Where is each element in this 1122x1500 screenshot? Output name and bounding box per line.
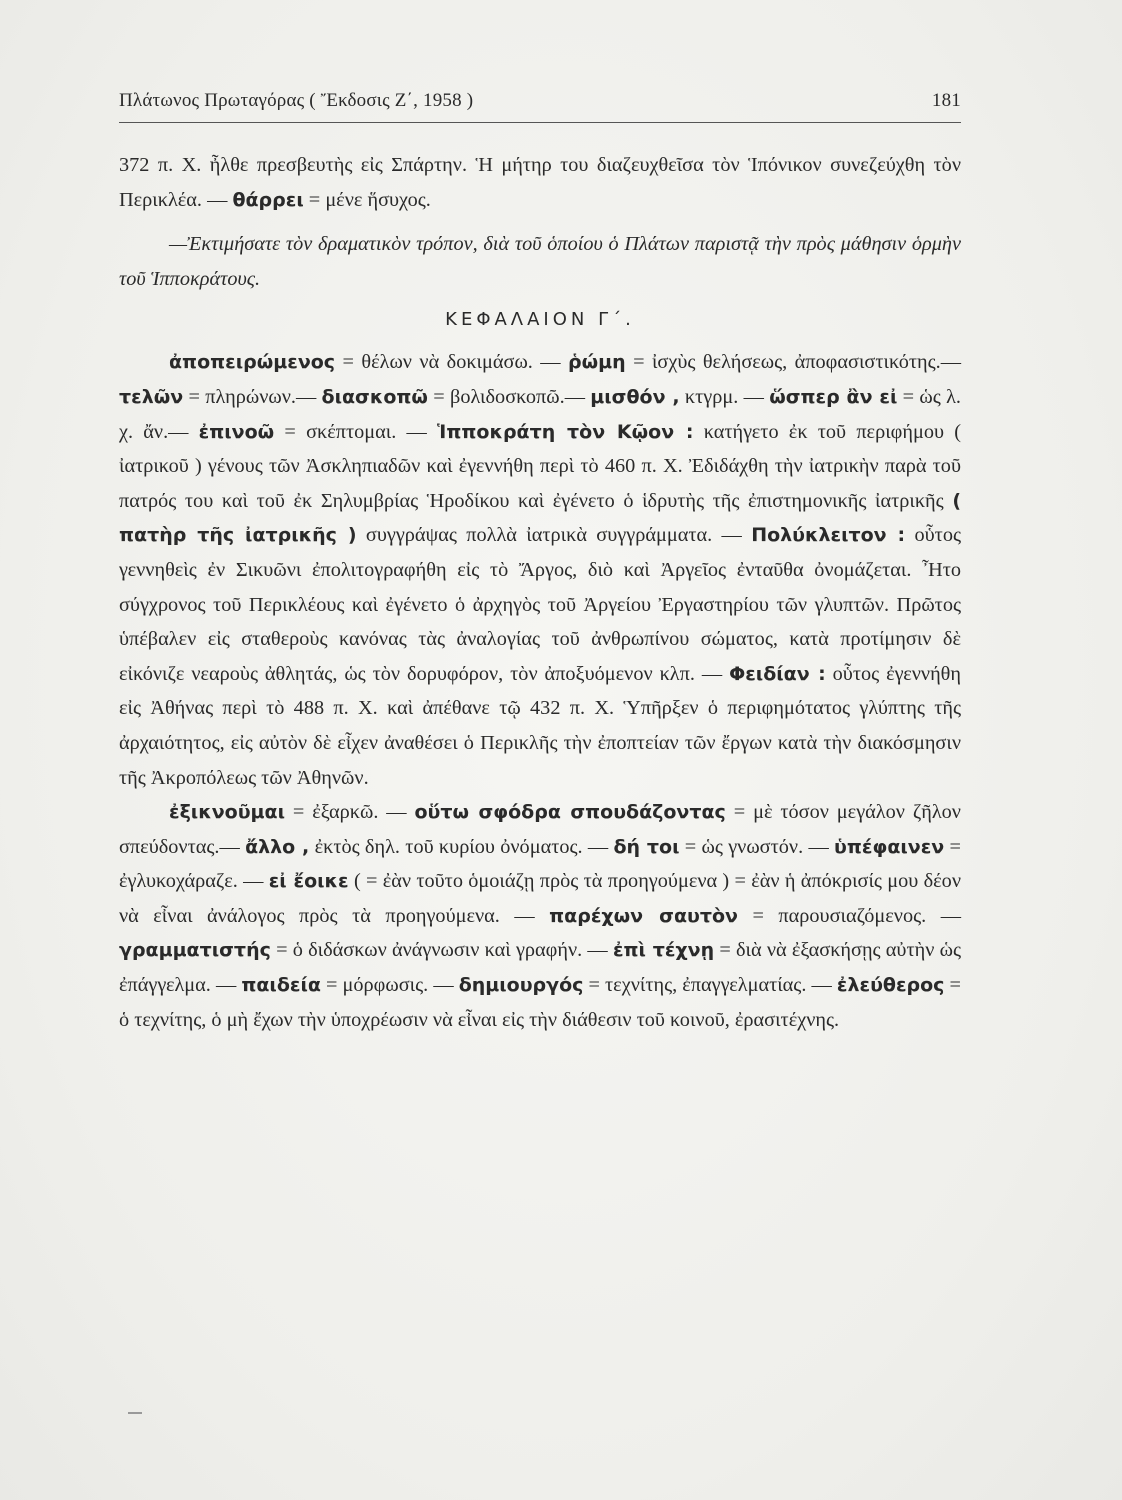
gloss-17: ( = ἐὰν τοῦτο ὁμοιάζῃ πρὸς τὰ προηγούμενα ) = ἐὰν ἡ ἀπόκρισίς μου δέον νὰ εἶναι ἀνάλογος πρὸς τὰ προηγούμενα. — [119,870,961,927]
header-rule [119,122,961,123]
term-10: Πολύκλειτον : [751,524,906,547]
gloss-20: = διὰ νὰ ἐξασκήσῃς αὐτὴν ὡς ἐπάγγελμα. — [119,939,961,997]
gloss-5: κτγρμ. — [679,385,770,408]
term-4: διασκοπῶ [321,385,428,408]
gloss-7: = σκέπτομαι. — [274,420,438,443]
term-13: οὕτω σφόδρα σπουδάζοντας [414,801,726,824]
page-number: 181 [931,90,961,111]
running-title: Πλάτωνος Πρωταγόρας ( Ἔκδοσις Ζ΄, 1958 ) [119,90,474,111]
term-11: Φειδίαν : [729,662,826,685]
running-header [119,90,961,112]
term-18: παρέχων σαυτὸν [549,904,738,927]
glossary-paragraph-1 [119,345,961,795]
gloss-9: συγγράψας πολλὰ ἰατρικὰ συγγράμματα. — [356,524,752,547]
glossary-paragraph-2 [119,795,961,1037]
exercise-question: —Ἐκτιμήσατε τὸν δραματικὸν τρόπον, διὰ τοῦ ὁποίου ὁ Πλάτων παριστᾷ τὴν πρὸς μάθησιν ὁρμὴν τοῦ Ἱπποκράτους. [119,233,961,290]
gloss-10: οὗτος γεννηθεὶς ἐν Σικυῶνι ἐπολιτογραφήθη εἰς τὸ Ἄργος, διὸ καὶ Ἀργεῖος ἐνταῦθα ὀνομάζεται. Ἦτο σύγχρονος τοῦ Περικλέους καὶ ἐγένετο ὁ ἀρχηγὸς τοῦ Ἀργείου Ἐργαστηρίου τῶν γλυπτῶν. Πρῶτος ὑπέβαλεν εἰς σταθεροὺς κανόνας τὰς ἀναλογίας τοῦ ἀνθρωπίνου σώματος, κατὰ προτίμησιν δὲ εἰκόνιζε νεαροὺς ἀθλητάς, ὡς τὸν δορυφόρον, τὸν ἀποξυόμενον κλπ. — [119,524,961,685]
intro-text-2: = μένε ἥσυχος. [303,188,431,211]
gloss-1: = θέλων νὰ δοκιμάσω. — [335,351,569,374]
term-19: γραμματιστής [119,939,271,962]
gloss-2: = ἰσχὺς θελήσεως, ἀποφασιστικότης.— [625,351,961,374]
gloss-19: = ὁ διδάσκων ἀνάγνωσιν καὶ γραφήν. — [270,939,613,962]
term-tharrei: θάρρει [232,188,304,211]
intro-paragraph [119,148,961,217]
term-9: ( πατὴρ τῆς ἰατρικῆς ) [119,489,961,547]
term-14: ἄλλο , [245,835,310,858]
term-5: μισθόν , [590,385,680,408]
gloss-18: = παρουσιαζόμενος. — [737,904,961,927]
term-22: δημιουργός [458,974,584,997]
term-16: ὑπέφαινεν [834,835,945,858]
gloss-22: = τεχνίτης, ἐπαγγελματίας. — [583,974,837,997]
gloss-12: = ἐξαρκῶ. — [284,801,415,824]
term-17: εἰ ἔοικε [268,870,349,893]
term-6: ὥσπερ ἂν εἰ [769,385,898,408]
gloss-4: = βολιδοσκοπῶ.— [427,385,591,408]
chapter-heading: ΚΕΦΑΛΑΙΟΝ Γ΄. [445,309,635,331]
intro-text-1: 372 π. Χ. ἦλθε πρεσβευτὴς εἰς Σπάρτην. Ἡ μήτηρ του διαζευχθεῖσα τὸν Ἱπόνικον συνεζεύχθη τὸν Περικλέα. — [119,154,961,211]
term-15: δή τοι [613,835,680,858]
term-7: ἐπινοῶ [198,420,275,443]
term-1: ἀποπειρώμενος [169,351,336,374]
term-8: Ἱπποκράτη τὸν Κῷον : [437,420,694,443]
gloss-8: κατήγετο ἐκ τοῦ περιφήμου ( ἰατρικοῦ ) γένους τῶν Ἀσκληπιαδῶν καὶ ἐγεννήθη περὶ τὸ 460 π. Χ. Ἐδιδάχθη τὴν ἰατρικὴν παρὰ τοῦ πατρός του καὶ τοῦ ἐκ Σηλυμβρίας Ἡροδίκου καὶ ἐγένετο ὁ ἱδρυτὴς τῆς ἐπιστημονικῆς ἰατρικῆς [119,420,961,512]
margin-dash [128,1412,142,1414]
gloss-23: = ὁ τεχνίτης, ὁ μὴ ἔχων τὴν ὑποχρέωσιν νὰ εἶναι εἰς τὴν διάθεσιν τοῦ κοινοῦ, ἐρασιτέχνης. [119,974,961,1031]
gloss-3: = πληρώνων.— [183,385,322,408]
page-body [119,148,961,1037]
gloss-11: οὗτος ἐγεννήθη εἰς Ἀθήνας περὶ τὸ 488 π. Χ. καὶ ἀπέθανε τῷ 432 π. Χ. Ὑπῆρξεν ὁ περιφημότατος γλύπτης τῆς ἀρχαιότητος, εἰς αὐτὸν δὲ εἶχεν ἀναθέσει ὁ Περικλῆς τὴν ἐποπτείαν τῶν ἔργων κατὰ τὴν διακόσμησιν τῆς Ἀκροπόλεως τῶν Ἀθηνῶν. [119,662,962,789]
gloss-6: = ὡς λ. χ. ἄν.— [119,385,962,443]
term-2: ῥώμη [568,351,626,374]
term-20: ἐπὶ τέχνῃ [612,939,715,962]
term-21: παιδεία [241,974,321,997]
gloss-16: = ἐγλυκοχάραζε. — [119,835,961,893]
gloss-13: = μὲ τόσον μεγάλον ζῆλον σπεύδοντας.— [119,801,961,858]
term-3: τελῶν [119,385,184,408]
gloss-15: = ὡς γνωστόν. — [679,835,835,858]
term-12: ἐξικνοῦμαι [169,801,285,824]
gloss-21: = μόρφωσις. — [320,974,459,997]
gloss-14: ἐκτὸς δηλ. τοῦ κυρίου ὀνόματος. — [309,835,614,858]
term-23: ἐλεύθερος [836,974,945,997]
